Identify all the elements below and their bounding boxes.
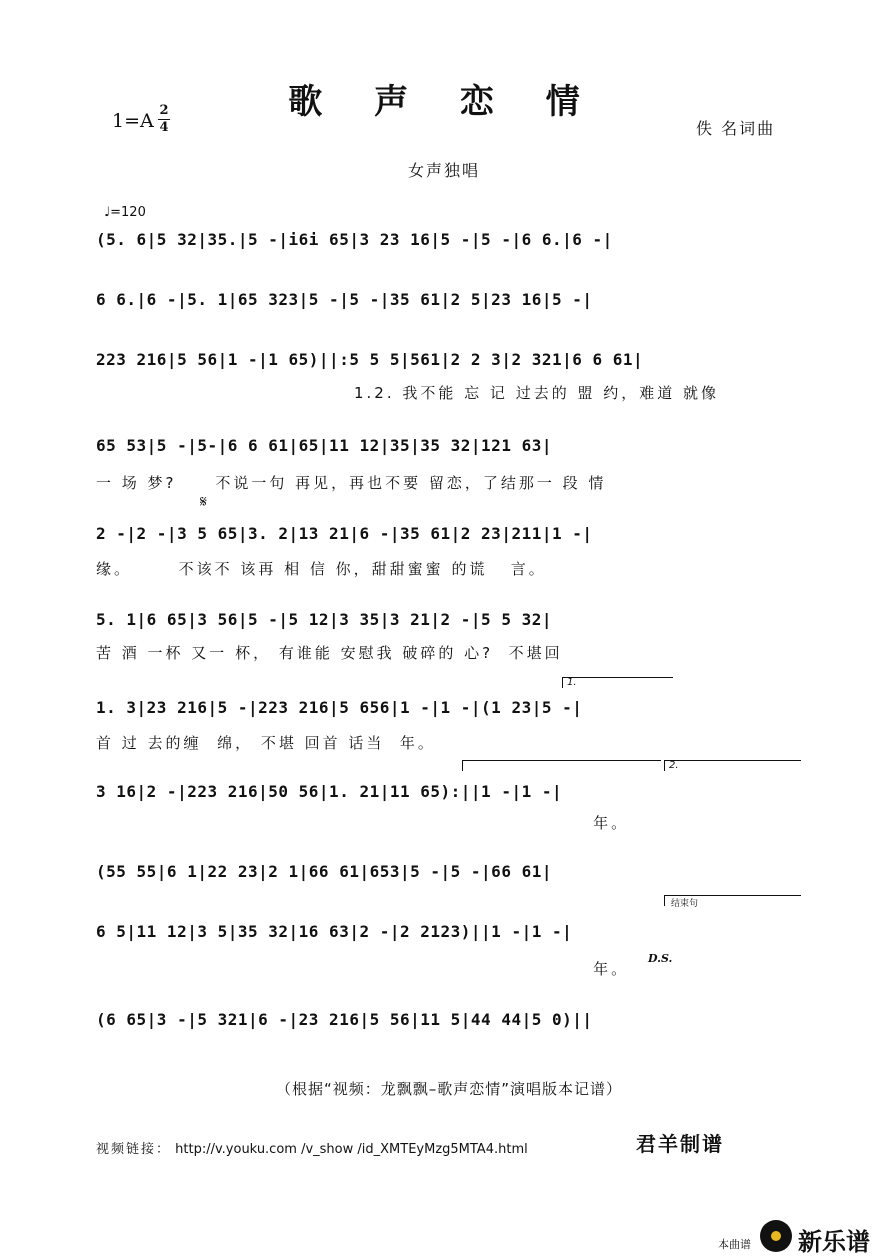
source-note: （根据“视频：龙飘飘–歌声恋情”演唱版本记谱） xyxy=(275,1080,623,1098)
lyric-line-6: 苦 酒 一杯 又一 杯， 有谁能 安慰我 破碎的 心? 不堪回 xyxy=(96,644,563,662)
staff-line-9: (55 55|6 1|22 23|2 1|66 61|653|5 -|5 -|66 61| xyxy=(96,862,552,881)
lyric-line-5: 缘。 不该不 该再 相 信 你，甜甜蜜蜜 的谎 言。 xyxy=(96,560,547,578)
ending-bracket xyxy=(664,895,801,909)
staff-line-3: 223 216|5 56|1 -|1 65)||:5 5 5|561|2 2 3|2 321|6 6 61| xyxy=(96,350,644,369)
transcriber-signature: 君羊制谱 xyxy=(636,1132,724,1156)
performance-type: 女声独唱 xyxy=(407,161,480,180)
segno-mark: 𝄋 xyxy=(200,492,207,511)
site-brand-logo: 新乐谱 xyxy=(798,1228,870,1256)
record-disc-icon xyxy=(760,1220,792,1252)
staff-line-5: 2 -|2 -|3 5 65|3. 2|13 21|6 -|35 61|2 23|211|1 -| xyxy=(96,524,593,543)
staff-line-6: 5. 1|6 65|3 56|5 -|5 12|3 35|3 21|2 -|5 5 32| xyxy=(96,610,552,629)
lyric-line-4: 一 场 梦? 不说一句 再见，再也不要 留恋，了结那一 段 情 xyxy=(96,474,607,492)
lyric-line-7: 首 过 去的缠 绵， 不堪 回首 话当 年。 xyxy=(96,734,436,752)
composer-credit: 佚 名词曲 xyxy=(696,119,776,138)
meter-bottom: 4 xyxy=(159,120,169,135)
video-link-url[interactable]: http://v.youku.com /v_show /id_XMTEyMzg5MTA4.html xyxy=(175,1142,528,1157)
staff-line-10: 6 5|11 12|3 5|35 32|16 63|2 -|2 2123)||1 -|1 -| xyxy=(96,922,573,941)
site-label-small: 本曲谱 xyxy=(718,1238,751,1251)
lyric-line-10: 年。 xyxy=(96,960,630,978)
volta-1-label: 1. xyxy=(567,677,577,688)
staff-line-4: 65 53|5 -|5-|6 6 61|65|11 12|35|35 32|121 63| xyxy=(96,436,552,455)
staff-line-11: (6 65|3 -|5 321|6 -|23 216|5 56|11 5|44 44|5 0)|| xyxy=(96,1010,593,1029)
staff-line-2: 6 6.|6 -|5. 1|65 323|5 -|5 -|35 61|2 5|23 16|5 -| xyxy=(96,290,593,309)
song-title: 歌 声 恋 情 xyxy=(288,82,600,122)
lyric-line-3: 1.2. 我不能 忘 记 过去的 盟 约，难道 就像 xyxy=(354,384,720,402)
time-signature xyxy=(158,104,170,135)
ds-mark: D.S. xyxy=(648,952,673,965)
staff-line-7: 1. 3|23 216|5 -|223 216|5 656|1 -|1 -|(1 23|5 -| xyxy=(96,698,583,717)
video-link xyxy=(96,1138,528,1157)
video-link-label: 视频链接： xyxy=(96,1142,172,1157)
key-signature: 1=A xyxy=(112,110,154,132)
staff-line-1: (5. 6|5 32|35.|5 -|i6i 65|3 23 16|5 -|5 -|6 6.|6 -| xyxy=(96,230,613,249)
repeat-bracket xyxy=(462,760,661,771)
volta-1-bracket xyxy=(562,677,673,688)
tempo-mark: ♩=120 xyxy=(104,205,146,220)
volta-2-bracket xyxy=(664,760,801,771)
lyric-line-8: 年。 xyxy=(96,814,630,832)
meter-top: 2 xyxy=(159,103,169,118)
volta-2-label: 2. xyxy=(669,760,679,771)
ending-label: 结束句 xyxy=(671,899,699,909)
staff-line-8: 3 16|2 -|223 216|50 56|1. 21|11 65):||1 -|1 -| xyxy=(96,782,563,801)
